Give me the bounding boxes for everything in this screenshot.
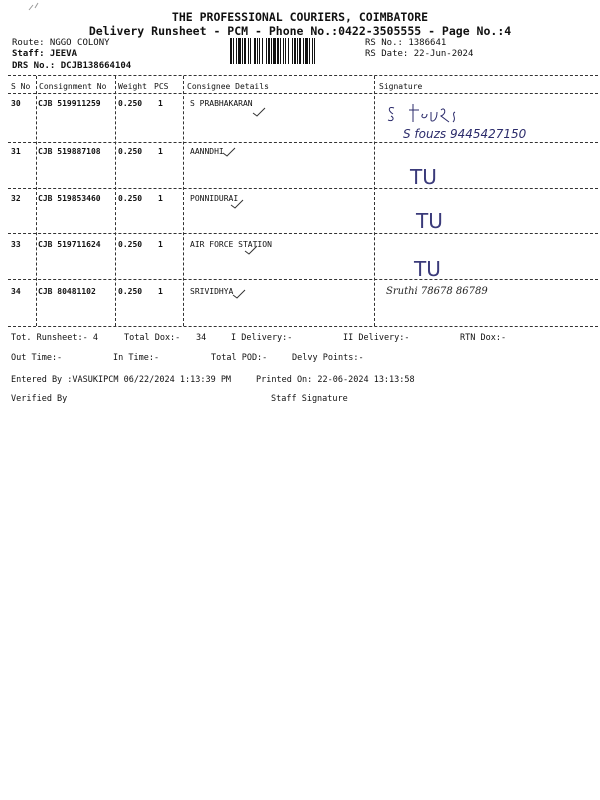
total-dox-label: Total Dox:- [124,333,181,343]
row-sno: 33 [11,240,21,249]
row-weight: 0.250 [118,287,143,296]
handwritten-signature [414,204,474,234]
signature-text: TU [414,257,441,281]
total-pod-label: Total POD:- [211,353,268,363]
row-sno: 31 [11,147,21,156]
row-pcs: 1 [158,147,163,156]
tick-mark-icon [244,244,258,256]
drs-number: DRS No.: DCJB138664104 [12,61,132,71]
col-header-weight: Weight [118,82,147,91]
tick-mark-icon [232,288,246,300]
handwritten-signature [384,282,524,322]
total-dox-value: 34 [196,333,207,343]
row-divider [8,142,598,143]
row-consignee: SRIVIDHYA [190,287,234,296]
column-divider [374,76,375,326]
row-sno: 30 [11,99,21,108]
signature-text: S fouzs 9445427150 [403,127,527,141]
tick-mark-icon [230,198,244,210]
staff-label: Staff: JEEVA [12,49,78,59]
row-consignment: CJB 519711624 [38,240,101,249]
row-divider [8,279,598,280]
row-pcs: 1 [158,194,163,203]
signature-text: TU [410,165,437,189]
row-divider [8,233,598,234]
handwritten-signature [412,252,472,282]
row-consignment: CJB 519853460 [38,194,101,203]
handwritten-signature [385,100,555,142]
col-header-sno: S No [11,82,31,91]
row-consignee: PONNIDURAI [190,194,239,203]
row-weight: 0.250 [118,240,143,249]
row-weight: 0.250 [118,147,143,156]
staff-signature-label: Staff Signature [271,394,348,404]
row-consignee: AIR FORCE STATION [190,240,272,249]
row-consignment: CJB 80481102 [38,287,96,296]
document-subtitle: Delivery Runsheet - PCM - Phone No.:0422-3505555 - Page No.:4 [88,24,512,38]
row-consignee: S PRABHAKARAN [190,99,253,108]
rtn-dox-label: RTN Dox:- [460,333,507,343]
row-divider [8,188,598,189]
barcode-image [230,38,360,64]
row-sno: 32 [11,194,21,203]
col-header-signature: Signature [379,82,423,91]
column-divider [115,76,116,326]
row-sno: 34 [11,287,21,296]
tick-mark-icon [252,106,266,118]
total-runsheet: Tot. Runsheet:- 4 [11,333,98,343]
entered-by: Entered By :VASUKIPCM 06/22/2024 1:13:39 PM [11,375,232,385]
row-weight: 0.250 [118,194,143,203]
verified-by-label: Verified By [11,394,68,404]
table-bottom-rule [8,326,598,327]
delvy-points-label: Delvy Points:- [292,353,364,363]
document-title: THE PROFESSIONAL COURIERS, COIMBATORE [171,10,429,24]
col-header-consignee: Consignee Details [187,82,269,91]
row-pcs: 1 [158,287,163,296]
printed-on: Printed On: 22-06-2024 13:13:58 [256,375,415,385]
column-divider [183,76,184,326]
col-header-pcs: PCS [154,82,169,91]
in-time-label: In Time:- [113,353,160,363]
route-label: Route: NGGO COLONY [12,38,110,48]
row-consignment: CJB 519911259 [38,99,101,108]
rs-number: RS No.: 1386641 [365,38,447,48]
row-consignment: CJB 519887108 [38,147,101,156]
column-divider [36,76,37,326]
table-top-rule [8,75,598,76]
signature-text: TU [416,209,443,233]
out-time-label: Out Time:- [11,353,63,363]
i-delivery-label: I Delivery:- [231,333,293,343]
signature-text: Sruthi 78678 86789 [386,286,488,297]
rs-date: RS Date: 22-Jun-2024 [365,49,474,59]
row-pcs: 1 [158,99,163,108]
row-weight: 0.250 [118,99,143,108]
row-consignee: AANNDHI [190,147,224,156]
col-header-consignment: Consignment No [39,82,107,91]
ii-delivery-label: II Delivery:- [343,333,410,343]
tick-mark-icon [222,146,236,158]
row-pcs: 1 [158,240,163,249]
header-bottom-rule [8,93,598,94]
handwritten-signature [408,160,468,190]
